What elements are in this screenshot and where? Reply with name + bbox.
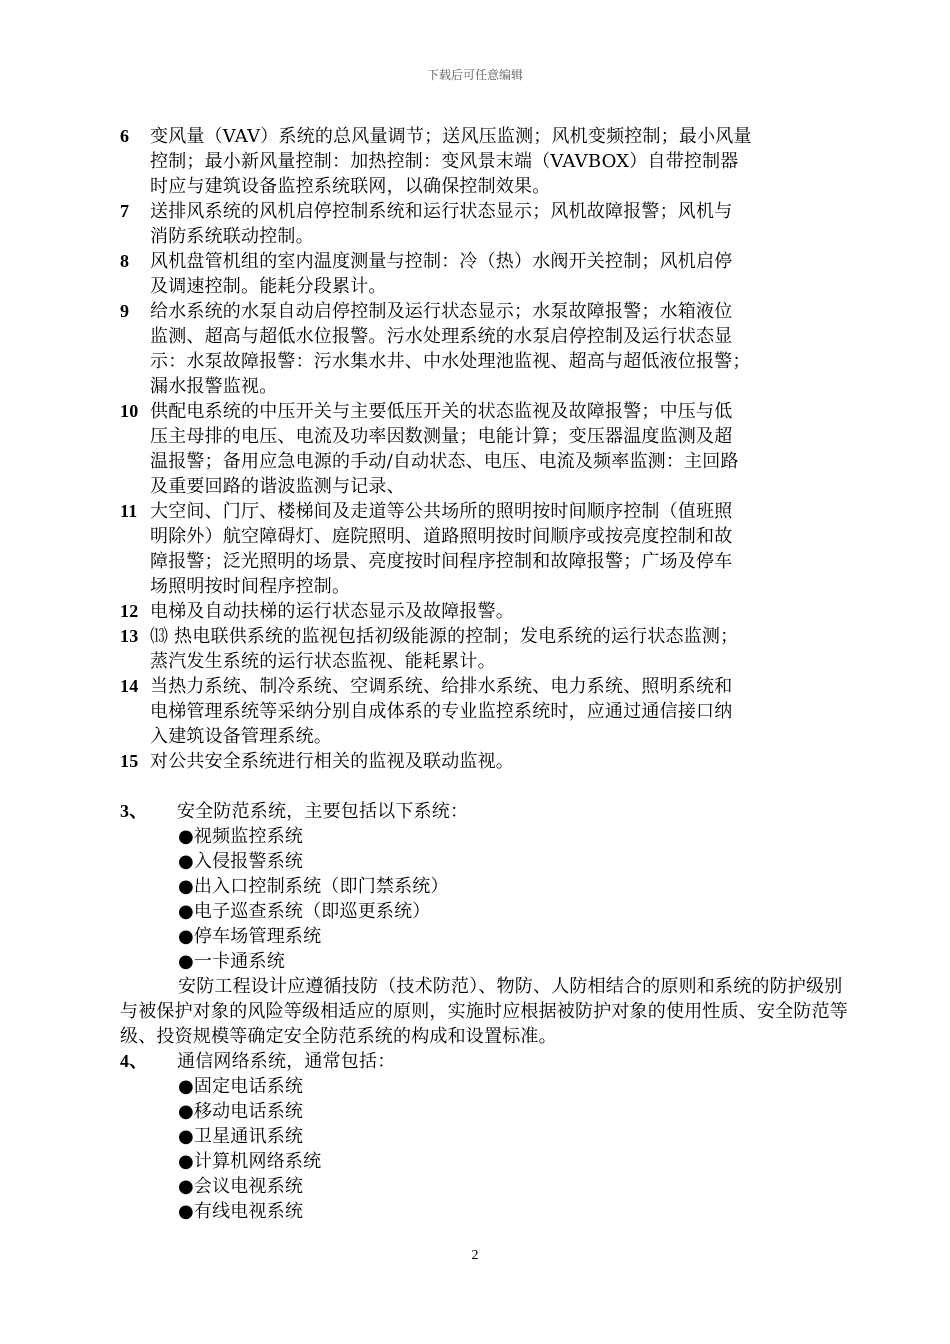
list-item bbox=[120, 124, 840, 199]
bullet-item: ●会议电视系统 bbox=[178, 1176, 304, 1197]
item-line: 变风量（VAV）系统的总风量调节；送风压监测；风机变频控制；最小风量 bbox=[150, 126, 752, 147]
item-line: 风机盘管机组的室内温度测量与控制：冷（热）水阀开关控制；风机启停 bbox=[150, 251, 733, 272]
bullet-item: ●停车场管理系统 bbox=[178, 926, 322, 947]
item-number: 15 bbox=[120, 751, 139, 771]
item-line: 蒸汽发生系统的运行状态监视、能耗累计。 bbox=[150, 651, 496, 672]
item-number: 8 bbox=[120, 251, 130, 271]
page-number: 2 bbox=[471, 1248, 479, 1263]
item-line: 漏水报警监视。 bbox=[150, 376, 278, 397]
list-item bbox=[120, 199, 840, 249]
bullet-item: ●移动电话系统 bbox=[178, 1101, 304, 1122]
item-line: 监测、超高与超低水位报警。污水处理系统的水泵启停控制及运行状态显 bbox=[150, 326, 733, 347]
item-line: 及重要回路的谐波监测与记录、 bbox=[150, 476, 405, 497]
item-line: 给水系统的水泵自动启停控制及运行状态显示；水泵故障报警；水箱液位 bbox=[150, 301, 733, 322]
blank-line bbox=[120, 774, 840, 799]
list-item bbox=[120, 749, 840, 774]
item-number: 6 bbox=[120, 126, 130, 146]
bullet-item: ●计算机网络系统 bbox=[178, 1151, 322, 1172]
item-line: 及调速控制。能耗分段累计。 bbox=[150, 276, 387, 297]
list-item bbox=[120, 299, 840, 399]
section-title: 安全防范系统，主要包括以下系统： bbox=[177, 801, 469, 822]
item-line: 明除外）航空障碍灯、庭院照明、道路照明按时间顺序或按亮度控制和故 bbox=[150, 526, 733, 547]
item-line: 障报警；泛光照明的场景、亮度按时间程序控制和故障报警；广场及停车 bbox=[150, 551, 733, 572]
item-line: 大空间、门厅、楼梯间及走道等公共场所的照明按时间顺序控制（值班照 bbox=[150, 501, 733, 522]
item-line: 入建筑设备管理系统。 bbox=[150, 726, 332, 747]
section-security bbox=[120, 799, 848, 1049]
item-number: 11 bbox=[120, 501, 138, 521]
numbered-list bbox=[120, 124, 840, 774]
item-number: 10 bbox=[120, 401, 139, 421]
list-item bbox=[120, 624, 840, 674]
list-item bbox=[120, 674, 840, 749]
item-number: 14 bbox=[120, 676, 139, 696]
section-paragraph: 安防工程设计应遵循技防（技术防范）、物防、人防相结合的原则和系统的防护级别与被保护对象的风险等级相适应的原则，实施时应根据被防护对象的使用性质、安全防范等级、投资规模等确定安全防范系统的构成和设置标准。 bbox=[120, 976, 848, 1047]
item-line: 压主母排的电压、电流及功率因数测量；电能计算；变压器温度监测及超 bbox=[150, 426, 733, 447]
bullet-item: ●出入口控制系统（即门禁系统） bbox=[178, 876, 449, 897]
bullet-item: ●固定电话系统 bbox=[178, 1076, 304, 1097]
item-line: 时应与建筑设备监控系统联网，以确保控制效果。 bbox=[150, 176, 551, 197]
list-item bbox=[120, 499, 840, 599]
section-number: 3、 bbox=[120, 801, 148, 821]
page-header: 下载后可任意编辑 bbox=[426, 68, 523, 82]
bullet-item: ●有线电视系统 bbox=[178, 1201, 304, 1222]
item-line: 消防系统联动控制。 bbox=[150, 226, 314, 247]
section-title: 通信网络系统，通常包括： bbox=[177, 1051, 396, 1072]
bullet-item: ●电子巡查系统（即巡更系统） bbox=[178, 901, 431, 922]
item-line: 电梯管理系统等采纳分别自成体系的专业监控系统时，应通过通信接口纳 bbox=[150, 701, 733, 722]
list-item bbox=[120, 399, 840, 499]
item-line: 当热力系统、制冷系统、空调系统、给排水系统、电力系统、照明系统和 bbox=[150, 676, 733, 697]
item-line: 对公共安全系统进行相关的监视及联动监视。 bbox=[150, 751, 514, 772]
list-item bbox=[120, 599, 840, 624]
item-line: 温报警；备用应急电源的手动/自动状态、电压、电流及频率监测：主回路 bbox=[150, 451, 739, 472]
bullet-item: ●卫星通讯系统 bbox=[178, 1126, 304, 1147]
item-line: 送排风系统的风机启停控制系统和运行状态显示；风机故障报警；风机与 bbox=[150, 201, 733, 222]
section-number: 4、 bbox=[120, 1051, 148, 1071]
item-line: 电梯及自动扶梯的运行状态显示及故障报警。 bbox=[150, 601, 514, 622]
item-number: 7 bbox=[120, 201, 130, 221]
item-line: 供配电系统的中压开关与主要低压开关的状态监视及故障报警；中压与低 bbox=[150, 401, 733, 422]
bullet-item: ●视频监控系统 bbox=[178, 826, 304, 847]
item-line: ⒀ 热电联供系统的监视包括初级能源的控制；发电系统的运行状态监测； bbox=[150, 626, 739, 647]
section-heading bbox=[120, 799, 840, 824]
bullet-item: ●一卡通系统 bbox=[178, 951, 285, 972]
document-body bbox=[120, 124, 848, 1224]
item-number: 13 bbox=[120, 626, 139, 646]
section-network bbox=[120, 1049, 840, 1224]
list-item bbox=[120, 249, 840, 299]
item-number: 12 bbox=[120, 601, 139, 621]
section-heading bbox=[120, 1049, 840, 1074]
item-number: 9 bbox=[120, 301, 130, 321]
item-line: 示：水泵故障报警：污水集水井、中水处理池监视、超高与超低液位报警； bbox=[150, 351, 751, 372]
bullet-item: ●入侵报警系统 bbox=[178, 851, 304, 872]
item-line: 控制；最小新风量控制：加热控制：变风景末端（VAVBOX）自带控制器 bbox=[150, 151, 739, 172]
item-line: 场照明按时间程序控制。 bbox=[150, 576, 351, 597]
